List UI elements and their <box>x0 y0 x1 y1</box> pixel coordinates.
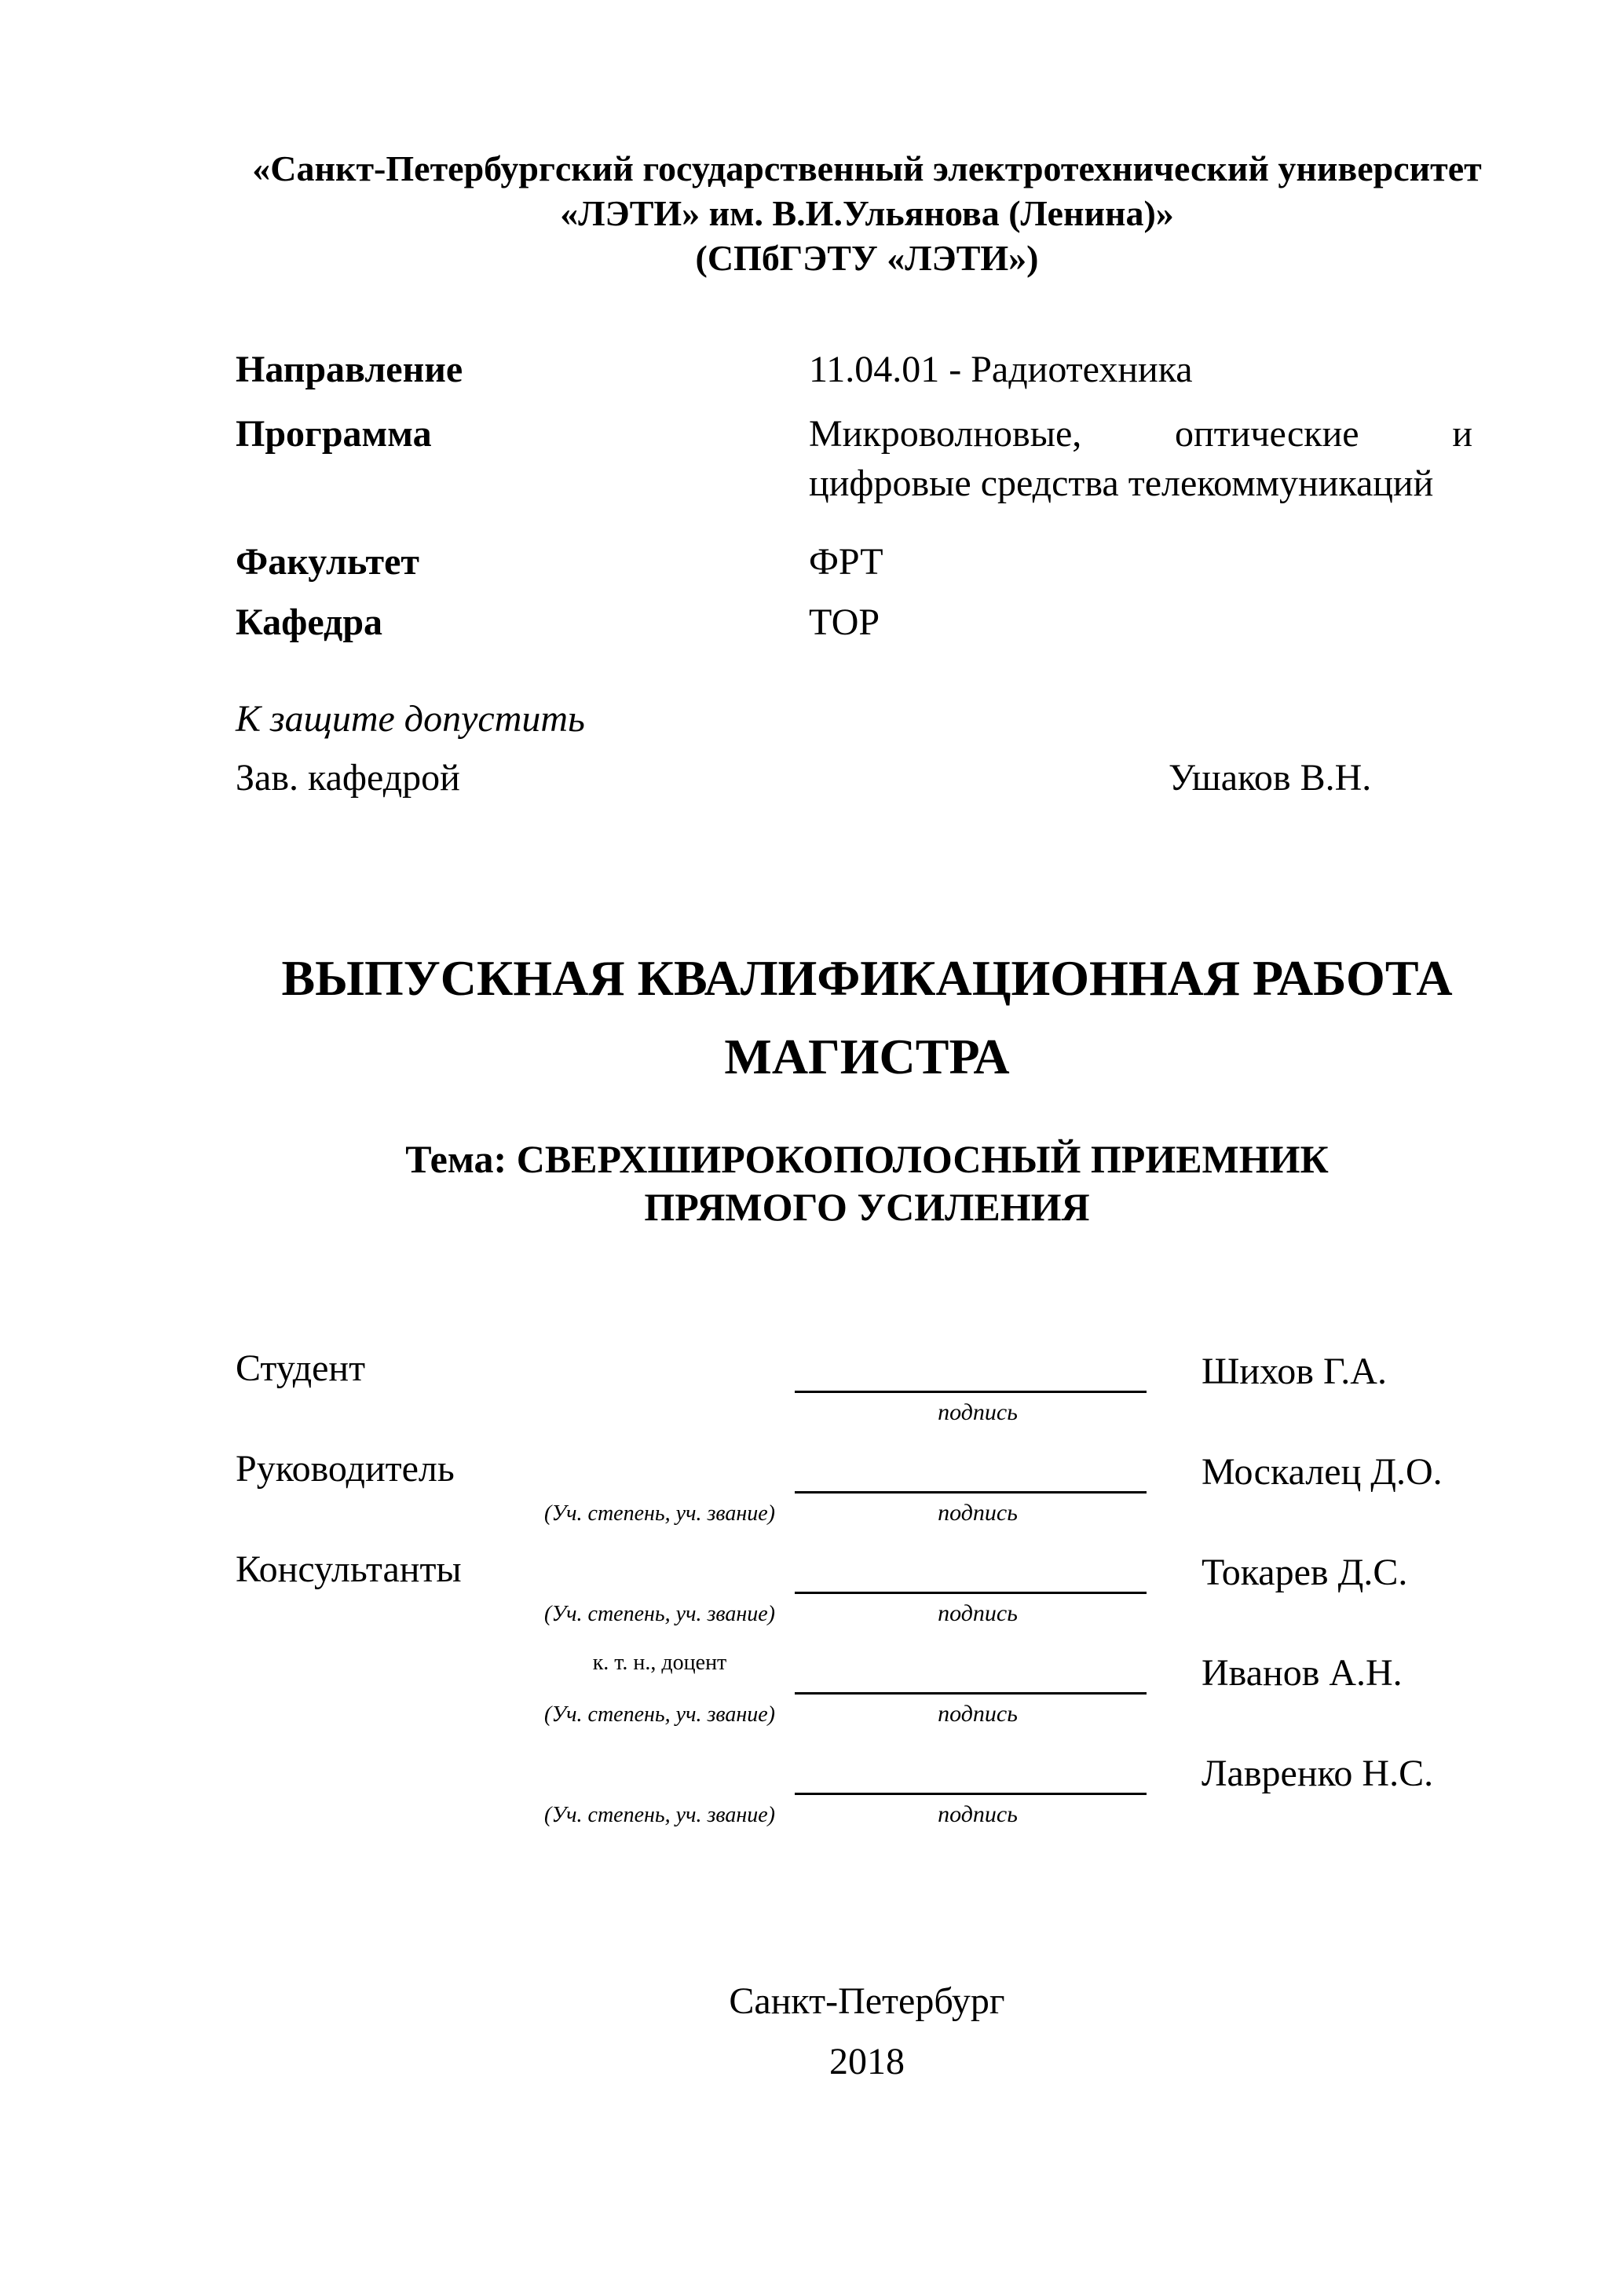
work-title-line-2: МАГИСТРА <box>724 1029 1010 1084</box>
role-label: Студент <box>236 1347 366 1389</box>
university-abbreviation: (СПбГЭТУ «ЛЭТИ») <box>695 238 1039 278</box>
work-theme <box>236 1135 1498 1231</box>
info-row-direction <box>236 345 1498 394</box>
info-row-program <box>236 409 1498 508</box>
work-theme-line-1: Тема: СВЕРХШИРОКОПОЛОСНЫЙ ПРИЕМНИК <box>405 1137 1329 1181</box>
signature-hint: подпись <box>938 1701 1018 1727</box>
degree-hint: (Уч. степень, уч. звание) <box>544 1702 775 1727</box>
direction-value: 11.04.01 - Радиотехника <box>809 349 1193 390</box>
signature-hint: подпись <box>938 1399 1018 1425</box>
footer <box>236 1971 1498 2092</box>
person-name: Шихов Г.А. <box>1202 1351 1387 1392</box>
admission-section <box>236 694 1498 803</box>
work-title <box>236 939 1498 1096</box>
program-info-section <box>236 345 1498 647</box>
role-label: Консультанты <box>236 1548 462 1590</box>
work-title-line-1: ВЫПУСКНАЯ КВАЛИФИКАЦИОННАЯ РАБОТА <box>281 950 1453 1006</box>
faculty-label: Факультет <box>236 541 419 583</box>
signatures-section <box>236 1327 1498 1830</box>
person-name: Токарев Д.С. <box>1202 1552 1408 1593</box>
person-name: Иванов А.Н. <box>1202 1652 1403 1694</box>
signature-row-consultant-1 <box>236 1528 1498 1629</box>
program-value: Микроволновые, оптические и цифровые средства телекоммуникаций <box>809 413 1472 504</box>
signature-hint: подпись <box>938 1600 1018 1626</box>
signature-hint: подпись <box>938 1801 1018 1827</box>
footer-city: Санкт-Петербург <box>729 1980 1005 2022</box>
signature-row-consultant-3 <box>236 1729 1498 1830</box>
department-head-row <box>236 753 1498 803</box>
signature-row-supervisor <box>236 1428 1498 1528</box>
info-row-department <box>236 598 1498 647</box>
department-label: Кафедра <box>236 601 383 643</box>
signature-row-student <box>236 1327 1498 1428</box>
info-row-faculty <box>236 537 1498 587</box>
degree-value: к. т. н., доцент <box>592 1651 727 1675</box>
degree-hint: (Уч. степень, уч. звание) <box>544 1501 775 1526</box>
university-name-line-2: «ЛЭТИ» им. В.И.Ульянова (Ленина)» <box>560 193 1174 233</box>
direction-label: Направление <box>236 349 463 390</box>
person-name: Москалец Д.О. <box>1202 1451 1443 1493</box>
degree-hint: (Уч. степень, уч. звание) <box>544 1602 775 1626</box>
department-head-label: Зав. кафедрой <box>236 757 460 799</box>
degree-hint <box>534 1393 785 1428</box>
admission-statement: К защите допустить <box>236 698 585 740</box>
footer-year: 2018 <box>829 2041 905 2082</box>
work-theme-line-2: ПРЯМОГО УСИЛЕНИЯ <box>644 1185 1090 1229</box>
signature-hint: подпись <box>938 1500 1018 1526</box>
role-label: Руководитель <box>236 1448 455 1490</box>
department-value: ТОР <box>809 601 880 643</box>
department-head-name: Ушаков В.Н. <box>1169 757 1372 799</box>
program-label: Программа <box>236 413 432 455</box>
degree-hint: (Уч. степень, уч. звание) <box>544 1803 775 1827</box>
person-name: Лавренко Н.С. <box>1202 1753 1434 1794</box>
university-name-line-1: «Санкт-Петербургский государственный электротехнический университет <box>252 148 1482 188</box>
university-header <box>236 0 1498 280</box>
signature-row-consultant-2 <box>236 1629 1498 1729</box>
faculty-value: ФРТ <box>809 541 883 583</box>
